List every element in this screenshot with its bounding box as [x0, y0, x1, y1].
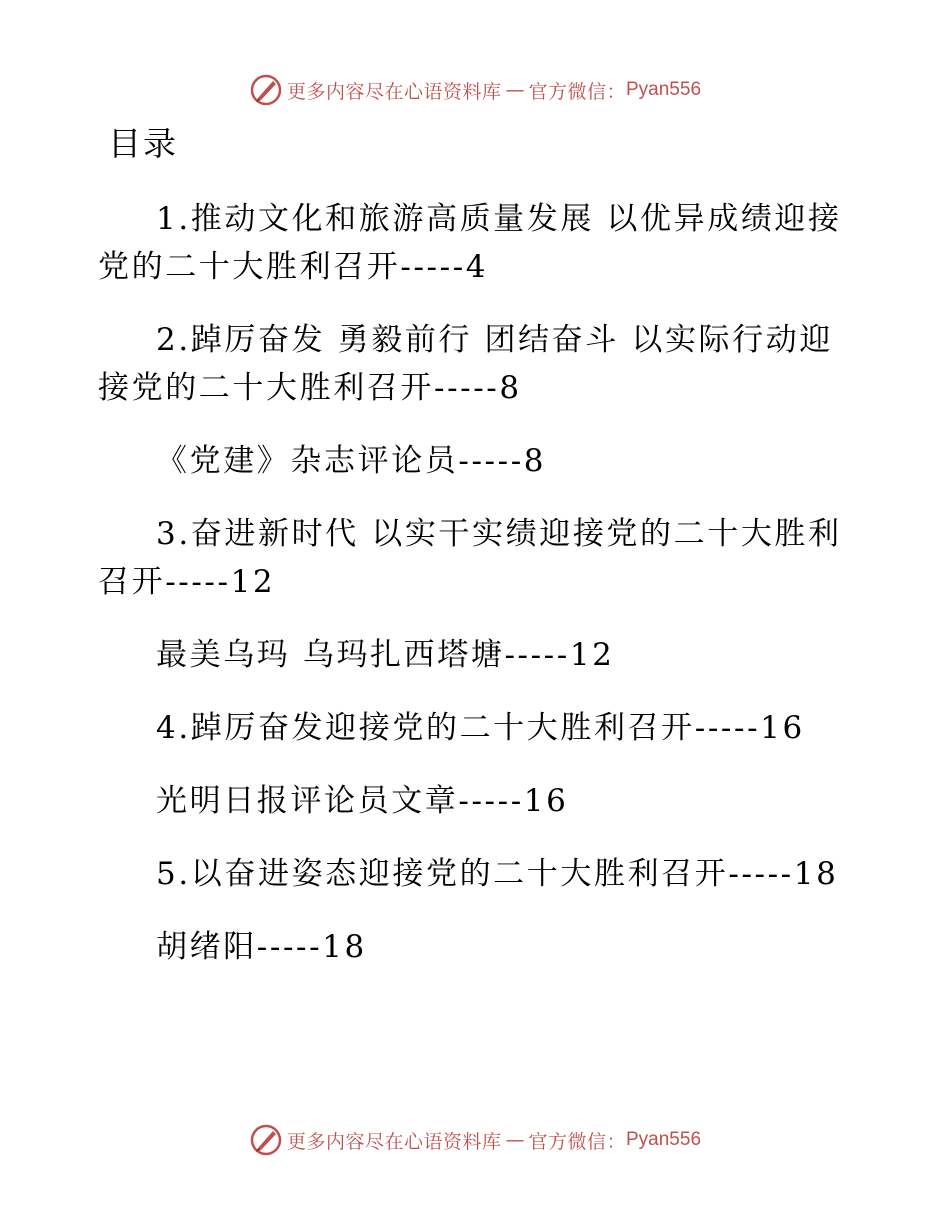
- watermark-site-text: 更多内容尽在心语资料库: [286, 80, 502, 103]
- toc-entry: 胡绪阳-----18: [156, 929, 367, 965]
- toc-title: 目录: [108, 124, 178, 163]
- table-of-contents: [98, 195, 858, 996]
- quill-pen-icon: [249, 73, 283, 107]
- toc-entry: 3.奋进新时代 以实干实绩迎接党的二十大胜利召开-----12: [98, 516, 842, 600]
- watermark-wechat-label: 官方微信：: [528, 1130, 626, 1153]
- watermark-dash: —: [505, 1129, 525, 1151]
- watermark-wechat-id: Pyan556: [626, 1129, 702, 1150]
- watermark-wechat-id: Pyan556: [626, 79, 702, 100]
- watermark-site-text: 更多内容尽在心语资料库: [286, 1130, 502, 1153]
- watermark-dash: —: [505, 79, 525, 101]
- toc-entry: 光明日报评论员文章-----16: [156, 783, 569, 819]
- quill-pen-icon: [249, 1123, 283, 1157]
- footer-watermark: [0, 1120, 950, 1160]
- toc-entry: 2.踔厉奋发 勇毅前行 团结奋斗 以实际行动迎接党的二十大胜利召开-----8: [98, 322, 833, 406]
- watermark-wechat-label: 官方微信：: [528, 80, 626, 103]
- toc-entry: 5.以奋进姿态迎接党的二十大胜利召开-----18: [156, 856, 839, 892]
- toc-entry: 1.推动文化和旅游高质量发展 以优异成绩迎接党的二十大胜利召开-----4: [98, 201, 842, 285]
- toc-entry: 最美乌玛 乌玛扎西塔塘-----12: [156, 637, 615, 673]
- header-watermark: [0, 70, 950, 110]
- toc-entry: 《党建》杂志评论员-----8: [156, 443, 547, 479]
- toc-entry: 4.踔厉奋发迎接党的二十大胜利召开-----16: [156, 710, 805, 746]
